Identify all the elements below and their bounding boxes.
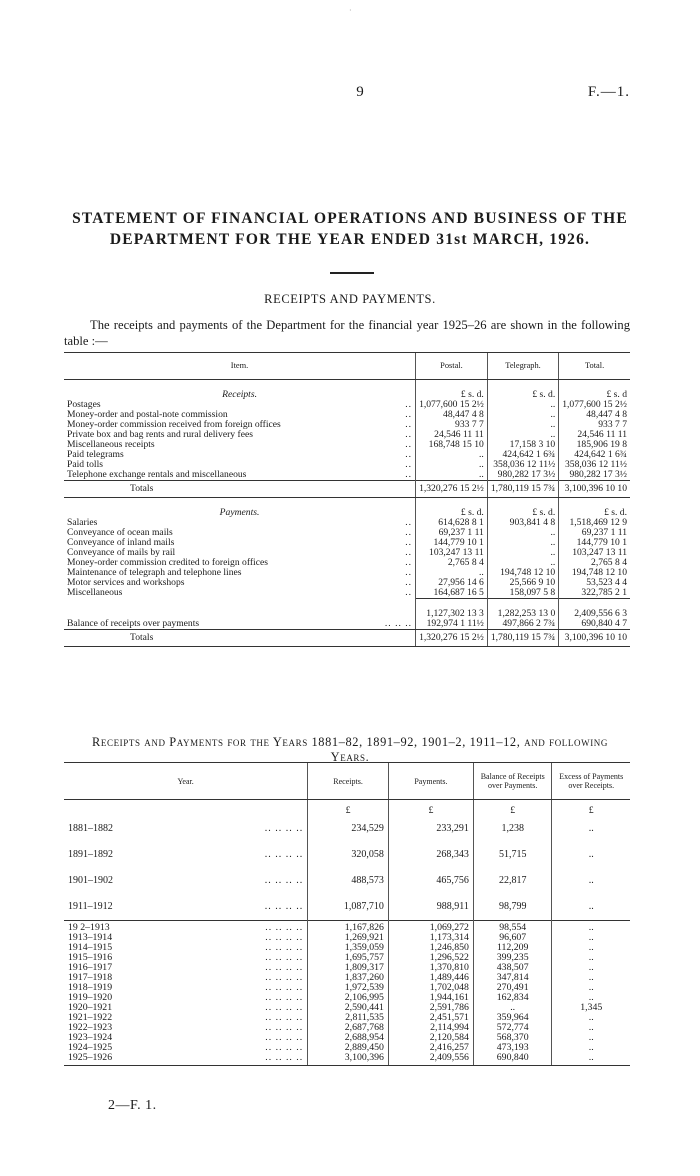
row-excess: .. <box>552 816 630 842</box>
row-balance: 473,193 <box>473 1043 552 1053</box>
row-excess: .. <box>552 993 630 1003</box>
row-postal: 164,687 16 5 <box>416 588 488 599</box>
row-total: 322,785 2 1 <box>559 588 630 599</box>
balance-total: 690,840 4 7 <box>559 619 630 630</box>
row-balance: 438,507 <box>473 963 552 973</box>
row-excess: .. <box>552 868 630 894</box>
row-payments: 1,296,522 <box>388 953 473 963</box>
unit-row <box>64 800 630 817</box>
row-excess: .. <box>552 842 630 868</box>
row-postal: .. <box>416 568 488 578</box>
document-reference: F.—1. <box>587 84 630 100</box>
row-excess: .. <box>552 973 630 983</box>
row-year: 1881–1882 .. .. .. .. <box>68 823 304 834</box>
row-postal: 2,765 8 4 <box>416 558 488 568</box>
row-year: 1922–1923 .. .. .. .. <box>68 1022 304 1033</box>
row-receipts: 2,688,954 <box>308 1033 389 1043</box>
intro-paragraph: The receipts and payments of the Department for the financial year 1925–26 are shown in the following table :— <box>64 318 630 348</box>
row-item-label: Maintenance of telegraph and telephone lines .. <box>67 567 413 578</box>
table-header-row <box>64 353 630 380</box>
row-total: 185,906 19 8 <box>559 440 630 450</box>
row-postal: .. <box>416 470 488 481</box>
row-payments: 268,343 <box>388 842 473 868</box>
row-item-label: Private box and bag rents and rural delivery fees .. <box>67 429 413 440</box>
col-header-year: Year. <box>64 763 308 800</box>
table-row <box>64 470 630 481</box>
row-telegraph: .. <box>487 410 558 420</box>
payments-rows <box>64 518 630 599</box>
row-payments: 465,756 <box>388 868 473 894</box>
page-title <box>40 208 660 250</box>
row-balance: 572,774 <box>473 1023 552 1033</box>
unit-payments: £ <box>388 800 473 817</box>
row-receipts: 234,529 <box>308 816 389 842</box>
col-header-item: Item. <box>64 353 416 380</box>
row-total: 103,247 13 11 <box>559 548 630 558</box>
row-year: 1921–1922 .. .. .. .. <box>68 1012 304 1023</box>
page-number: 9 <box>356 84 364 100</box>
row-receipts: 1,269,921 <box>308 933 389 943</box>
row-excess: .. <box>552 894 630 921</box>
row-payments: 2,114,994 <box>388 1023 473 1033</box>
receipts-payments-table <box>64 352 630 647</box>
balance-label: Balance of receipts over payments .. .. .. <box>64 619 416 630</box>
row-receipts: 2,889,450 <box>308 1043 389 1053</box>
row-telegraph: .. <box>487 400 558 410</box>
unit-telegraph-2: £ s. d. <box>487 498 558 519</box>
row-year: 1916–1917 .. .. .. .. <box>68 962 304 973</box>
title-divider <box>330 272 374 274</box>
row-excess: .. <box>552 953 630 963</box>
row-payments: 2,409,556 <box>388 1053 473 1066</box>
row-postal: 168,748 15 10 <box>416 440 488 450</box>
row-total: 53,523 4 4 <box>559 578 630 588</box>
row-year: 1917–1918 .. .. .. .. <box>68 972 304 983</box>
row-excess: .. <box>552 963 630 973</box>
annual-rows <box>64 921 630 1066</box>
row-item-label: Money-order commission credited to foreign offices .. <box>67 557 413 568</box>
row-payments: 1,069,272 <box>388 921 473 934</box>
historical-heading-line-1: Receipts and Payments for the Years 1881–82, 1891–92, 1901–2, 1911–12, and following <box>92 735 608 749</box>
row-receipts: 1,695,757 <box>308 953 389 963</box>
row-balance: 162,834 <box>473 993 552 1003</box>
row-telegraph: .. <box>487 548 558 558</box>
row-balance: 98,554 <box>473 921 552 934</box>
row-receipts: 2,687,768 <box>308 1023 389 1033</box>
payments-subheading-row <box>64 498 630 519</box>
payments-subtotal-row <box>64 599 630 620</box>
row-total: 980,282 17 3½ <box>559 470 630 481</box>
balance-row <box>64 619 630 630</box>
row-telegraph: 194,748 12 10 <box>487 568 558 578</box>
row-payments: 2,591,786 <box>388 1003 473 1013</box>
row-total: 48,447 4 8 <box>559 410 630 420</box>
totals-postal-2: 1,320,276 15 2½ <box>416 630 488 647</box>
row-excess: .. <box>552 983 630 993</box>
row-item-label: Paid telegrams .. <box>67 449 413 460</box>
row-year: 1923–1924 .. .. .. .. <box>68 1032 304 1043</box>
row-balance: 98,799 <box>473 894 552 921</box>
col-header-total: Total. <box>559 353 630 380</box>
table-row <box>64 842 630 868</box>
totals-label: Totals <box>64 481 416 498</box>
totals-label-2: Totals <box>64 630 416 647</box>
totals-postal: 1,320,276 15 2½ <box>416 481 488 498</box>
row-excess: .. <box>552 921 630 934</box>
row-excess: .. <box>552 933 630 943</box>
row-excess: .. <box>552 1013 630 1023</box>
unit-telegraph: £ s. d. <box>487 380 558 401</box>
row-item-label: Paid tolls .. <box>67 459 413 470</box>
table-row <box>64 868 630 894</box>
row-receipts: 1,087,710 <box>308 894 389 921</box>
row-balance: 22,817 <box>473 868 552 894</box>
row-item-label: Money-order commission received from foreign offices .. <box>67 419 413 430</box>
row-excess: .. <box>552 1033 630 1043</box>
row-postal: .. <box>416 450 488 460</box>
row-payments: 1,702,048 <box>388 983 473 993</box>
row-telegraph: 424,642 1 6¾ <box>487 450 558 460</box>
row-item-label: Conveyance of ocean mails .. <box>67 527 413 538</box>
row-item-label: Conveyance of mails by rail .. <box>67 547 413 558</box>
row-total: 2,765 8 4 <box>559 558 630 568</box>
row-year: 1919–1920 .. .. .. .. <box>68 992 304 1003</box>
row-balance: 270,491 <box>473 983 552 993</box>
row-item-label: Miscellaneous .. <box>67 587 413 598</box>
row-total: 194,748 12 10 <box>559 568 630 578</box>
row-telegraph: 980,282 17 3½ <box>487 470 558 481</box>
table-row <box>64 588 630 599</box>
row-year: 1915–1916 .. .. .. .. <box>68 952 304 963</box>
row-payments: 2,120,584 <box>388 1033 473 1043</box>
row-payments: 2,416,257 <box>388 1043 473 1053</box>
row-receipts: 320,058 <box>308 842 389 868</box>
section-heading-receipts-payments: RECEIPTS AND PAYMENTS. <box>264 292 436 306</box>
row-postal: 144,779 10 1 <box>416 538 488 548</box>
unit-balance: £ <box>473 800 552 817</box>
receipts-rows <box>64 400 630 481</box>
unit-postal: £ s. d. <box>416 380 488 401</box>
row-balance: 359,964 <box>473 1013 552 1023</box>
row-balance: 399,235 <box>473 953 552 963</box>
row-receipts: 1,359,059 <box>308 943 389 953</box>
col-header-excess: Excess of Payments over Receipts. <box>552 763 630 800</box>
col-header-balance: Balance of Receipts over Payments. <box>473 763 552 800</box>
row-receipts: 1,809,317 <box>308 963 389 973</box>
receipts-subheading: Receipts. <box>222 389 257 400</box>
row-total: 358,036 12 11½ <box>559 460 630 470</box>
row-postal: 69,237 1 11 <box>416 528 488 538</box>
row-payments: 1,944,161 <box>388 993 473 1003</box>
title-line-1: STATEMENT OF FINANCIAL OPERATIONS AND BUSINESS OF THE <box>72 210 628 227</box>
row-year: 1901–1902 .. .. .. .. <box>68 875 304 886</box>
top-margin-mark: · <box>349 6 352 15</box>
row-receipts: 1,972,539 <box>308 983 389 993</box>
row-year: 1911–1912 .. .. .. .. <box>68 901 304 912</box>
row-telegraph: .. <box>487 430 558 440</box>
row-item-label: Conveyance of inland mails .. <box>67 537 413 548</box>
row-year: 1914–1915 .. .. .. .. <box>68 942 304 953</box>
subtotal-telegraph: 1,282,253 13 0 <box>487 599 558 620</box>
row-postal: 614,628 8 1 <box>416 518 488 528</box>
row-telegraph: .. <box>487 420 558 430</box>
row-total: 1,518,469 12 9 <box>559 518 630 528</box>
row-receipts: 1,837,260 <box>308 973 389 983</box>
row-total: 1,077,600 15 2½ <box>559 400 630 410</box>
row-balance: 1,238 <box>473 816 552 842</box>
page-signature: 2—F. 1. <box>108 1098 157 1113</box>
row-postal: 48,447 4 8 <box>416 410 488 420</box>
row-receipts: 2,811,535 <box>308 1013 389 1023</box>
historical-heading-line-2: Years. <box>330 750 370 764</box>
table-row <box>64 894 630 921</box>
totals-total: 3,100,396 10 10 <box>559 481 630 498</box>
table-row <box>64 1053 630 1066</box>
decade-rows <box>64 816 630 921</box>
row-total: 424,642 1 6¾ <box>559 450 630 460</box>
row-telegraph: 25,566 9 10 <box>487 578 558 588</box>
receipts-subheading-row <box>64 380 630 401</box>
row-receipts: 2,590,441 <box>308 1003 389 1013</box>
title-line-2: DEPARTMENT FOR THE YEAR ENDED 31st MARCH, 1926. <box>109 231 591 248</box>
receipts-totals-row <box>64 481 630 498</box>
col-header-receipts: Receipts. <box>308 763 389 800</box>
row-payments: 233,291 <box>388 816 473 842</box>
row-balance: 568,370 <box>473 1033 552 1043</box>
row-year: 1924–1925 .. .. .. .. <box>68 1042 304 1053</box>
row-item-label: Telephone exchange rentals and miscellaneous .. <box>67 469 413 480</box>
row-balance: .. <box>473 1003 552 1013</box>
balance-telegraph: 497,866 2 7¾ <box>487 619 558 630</box>
unit-receipts: £ <box>308 800 389 817</box>
row-postal: 24,546 11 11 <box>416 430 488 440</box>
row-telegraph: .. <box>487 528 558 538</box>
row-telegraph: .. <box>487 538 558 548</box>
row-balance: 112,209 <box>473 943 552 953</box>
row-excess: .. <box>552 1023 630 1033</box>
row-item-label: Postages .. <box>67 399 413 410</box>
row-year: 1925–1926 .. .. .. .. <box>64 1053 308 1066</box>
row-payments: 1,489,446 <box>388 973 473 983</box>
row-payments: 2,451,571 <box>388 1013 473 1023</box>
row-postal: 1,077,600 15 2½ <box>416 400 488 410</box>
row-telegraph: .. <box>487 558 558 568</box>
row-year: 1920–1921 .. .. .. .. <box>68 1002 304 1013</box>
section-heading-historical <box>60 735 640 765</box>
unit-total-2: £ s. d. <box>559 498 630 519</box>
row-excess: .. <box>552 943 630 953</box>
row-excess: .. <box>552 1043 630 1053</box>
row-payments: 988,911 <box>388 894 473 921</box>
row-postal: 27,956 14 6 <box>416 578 488 588</box>
row-postal: 103,247 13 11 <box>416 548 488 558</box>
table-row <box>64 816 630 842</box>
unit-total: £ s. d <box>559 380 630 401</box>
row-total: 933 7 7 <box>559 420 630 430</box>
row-excess: .. <box>552 1053 630 1066</box>
totals-total-2: 3,100,396 10 10 <box>559 630 630 647</box>
subtotal-postal: 1,127,302 13 3 <box>416 599 488 620</box>
totals-telegraph-2: 1,780,119 15 7¾ <box>487 630 558 647</box>
unit-postal-2: £ s. d. <box>416 498 488 519</box>
row-item-label: Miscellaneous receipts .. <box>67 439 413 450</box>
row-receipts: 2,106,995 <box>308 993 389 1003</box>
totals-telegraph: 1,780,119 15 7¾ <box>487 481 558 498</box>
row-telegraph: 358,036 12 11½ <box>487 460 558 470</box>
row-year: 1913–1914 .. .. .. .. <box>68 932 304 943</box>
subtotal-total: 2,409,556 6 3 <box>559 599 630 620</box>
row-telegraph: 17,158 3 10 <box>487 440 558 450</box>
row-balance: 690,840 <box>473 1053 552 1066</box>
payments-subheading: Payments. <box>219 507 260 518</box>
payments-totals-row <box>64 630 630 647</box>
row-postal: 933 7 7 <box>416 420 488 430</box>
row-year: 1891–1892 .. .. .. .. <box>68 849 304 860</box>
row-receipts: 488,573 <box>308 868 389 894</box>
col-header-postal: Postal. <box>416 353 488 380</box>
unit-excess: £ <box>552 800 630 817</box>
col-header-telegraph: Telegraph. <box>487 353 558 380</box>
row-postal: .. <box>416 460 488 470</box>
row-year: 1918–1919 .. .. .. .. <box>68 982 304 993</box>
row-excess: 1,345 <box>552 1003 630 1013</box>
col-header-payments: Payments. <box>388 763 473 800</box>
row-total: 24,546 11 11 <box>559 430 630 440</box>
row-receipts: 3,100,396 <box>308 1053 389 1066</box>
row-balance: 51,715 <box>473 842 552 868</box>
historical-receipts-table <box>64 762 630 1066</box>
balance-postal: 192,974 1 11½ <box>416 619 488 630</box>
row-total: 144,779 10 1 <box>559 538 630 548</box>
row-payments: 1,370,810 <box>388 963 473 973</box>
row-balance: 347,814 <box>473 973 552 983</box>
row-item-label: Salaries .. <box>67 517 413 528</box>
row-year: 19 2–1913 .. .. .. .. <box>64 921 308 934</box>
row-balance: 96,607 <box>473 933 552 943</box>
row-receipts: 1,167,826 <box>308 921 389 934</box>
row-telegraph: 903,841 4 8 <box>487 518 558 528</box>
row-payments: 1,246,850 <box>388 943 473 953</box>
row-telegraph: 158,097 5 8 <box>487 588 558 599</box>
row-item-label: Money-order and postal-note commission .. <box>67 409 413 420</box>
table2-header-row <box>64 763 630 800</box>
row-item-label: Motor services and workshops .. <box>67 577 413 588</box>
row-payments: 1,173,314 <box>388 933 473 943</box>
row-total: 69,237 1 11 <box>559 528 630 538</box>
